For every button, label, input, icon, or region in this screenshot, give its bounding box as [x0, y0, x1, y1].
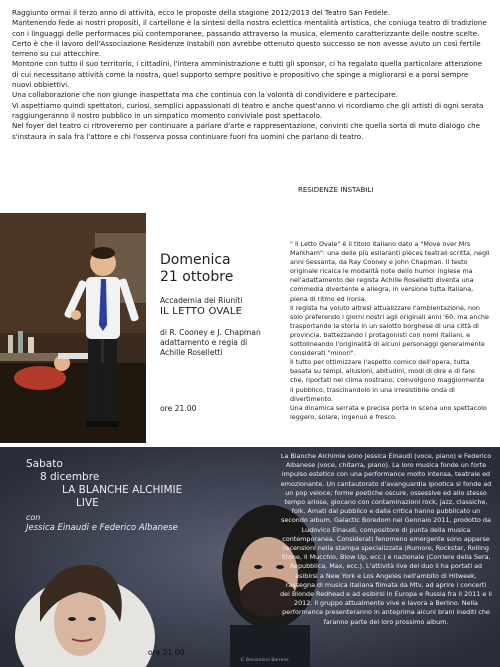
intro-text: [12, 8, 488, 142]
event1-description-paragraph: " Il Letto Ovale" è il titolo italiano dato a "Move over Mrs Markham": una delle più esilaranti pièces teatrali scritta, negli anni Sessanta, da Ray Cooney e John Chapman. Il testo originale ricalca le modalità note dello humor inglese ma nel'adattamento del regista Achille Roselletti diventa una commedia divertente e allegra, in versione tutta italiana, piena di ritmo ed ironia.: [290, 240, 490, 303]
event1-org: Accademia dei Riuniti: [160, 296, 243, 305]
event1-title: IL LETTO OVALE: [160, 306, 243, 317]
intro-paragraph: Montone con tutto il suo territorio, i cittadini, l'intera amministrazione e tutti gli sponsor, ci ha regalato quella particolare attenzione di cui necessitano attività come la nostra, quel supporto sempre positivo e propositivo che spinge a migliorarsi e a porsi sempre nuovi obbiettivi.: [12, 59, 483, 90]
stage-photo-illustration: [0, 213, 146, 443]
event1-date: 21 ottobre: [160, 269, 234, 285]
intro-paragraph: Certo è che il lavoro dell'Associazione Residenze Instabili non avrebbe ottenuto questo successo se non avesse avuto un così fertile terreno su cui attecchire.: [12, 38, 481, 59]
event2-con: con: [26, 513, 41, 522]
event1-time: ore 21.00: [160, 404, 197, 413]
event1-description: [290, 240, 490, 422]
intro-paragraph: Nel foyer del teatro ci ritroveremo per continuare a parlare d'arte e rappresentazione, convinti che quella sorta di muto dialogo che s'instaura in sala fra l'attore e chi l'osserva possa continuare fuori fra uomini che parlano di teatro.: [12, 121, 480, 141]
intro-paragraph: Raggiunto ormai il terzo anno di attività, ecco le proposte della stagione 2012/2013 del Teatro San Fedele.: [12, 8, 390, 17]
event1-info: [160, 252, 285, 358]
intro-paragraph: Una collaborazione che non giunge inaspettata ma che continua con la volontà di condividere e partecipare.: [12, 90, 398, 100]
signature: RESIDENZE INSTABILI: [298, 186, 374, 194]
event1-photo: [0, 213, 146, 443]
event1-credits: adattamento e regia di: [160, 338, 248, 347]
event2-names: Jessica Einaudi e Federico Albanese: [26, 523, 178, 533]
event2-day: Sabato: [26, 458, 63, 470]
event2-date: 8 dicembre: [40, 471, 100, 483]
event2-info: [26, 458, 216, 534]
event1-description-paragraph: Una dinamica serrata e precisa porta in scena uno spettacolo leggero, solare, ingenuo e fresco.: [290, 403, 487, 421]
event1-credits: Achille Roselletti: [160, 348, 223, 357]
event2-live: LIVE: [76, 497, 99, 509]
event1-description-paragraph: Il tutto per ottimizzare l'aspetto comico dell'opera, tutta basata su tempi, allusioni, abitudini, modi di dire e di fare che, riportati nel clima nostrano, coinvolgono maggiormente il pubblico, trascinandolo in una irresistibile onda di divertimento.: [290, 358, 485, 403]
event2-description: La Blanche Alchimie sono Jessica Einaudi (voce, piano) e Federico Albanese (voce, chitarra, piano). La loro musica fonde un forte impulso estetico con una performance molto intensa, teatrale ed emozionante. Un cantautorato d'avanguardia ipnotica si fonde ad un pop veloce; forme poetiche oscure, ossessive ed allo stesso tempo ariose, giocano con contaminazioni rock, jazz, classiche, folk. Amati dal pubblico e dalla critica hanno pubblicato un secondo album, Galactic Boredom nel Gennaio 2011, prodotto da Ludovico Einaudi, compositore di punta della musica contemporanea. Considerati fenomeno emergente sono apparse recensioni nella stampa specializzata (Rumore, Rockstar, Rolling Stone, Il Mucchio, Blow Up, ecc.) e nazionale (Corriere della Sera, Repubblica, Max, ecc.). L'attività live del duo li ha portati ad esibirsi a New York e Los Angeles nell'ambito di Hitweek, rassegna di musica italiana filmata da Mtv, ad aprire i concerti dei Blonde Redhead e ad esibirsi in Europa e Russia fra il 2011 e il 2012. Il gruppo attualmente vive e lavora a Berlino. Nella performance presenteranno in anteprima alcuni brani inediti che faranno parte del loro prossimo album.: [280, 452, 492, 626]
event2-time: ore 21.00: [148, 648, 185, 657]
event1-credits: di R. Cooney e J. Chapman: [160, 328, 261, 337]
intro-paragraph: Vi aspettiamo quindi spettatori, curiosi, semplici appassionati di teatro e anche quest'anno vi ricordiamo che gli artisti di ogni serata raggiungeranno il nostro pubblico in un simpatico momento conviviale post spettacolo.: [12, 100, 484, 120]
photo-credit: © Beniamino Barrese: [240, 658, 289, 663]
event1-day: Domenica: [160, 252, 231, 268]
event1-description-paragraph: Il regista ha voluto altresì attualizzare l'ambientazione, non solo preferendo i giorni nostri agli originali anni '60, ma anche trasportando la storia in un salotto borghese di una città di provincia, battezzando i protagonisti con nomi italiani, e sottolineando l'originalità di alcuni personaggi generalmente considerati "minori".: [290, 303, 489, 358]
event2-title: LA BLANCHE ALCHIMIE: [62, 484, 183, 496]
intro-paragraph: Mantenendo fede ai nostri propositi, il cartellone è la sintesi della nostra eclettica mentalità artistica, che coniuga teatro di tradizione con i linguaggi delle performaces più contemporanee, passando attraverso la musica, elemento caratterizzante delle nostre scelte.: [12, 18, 487, 38]
